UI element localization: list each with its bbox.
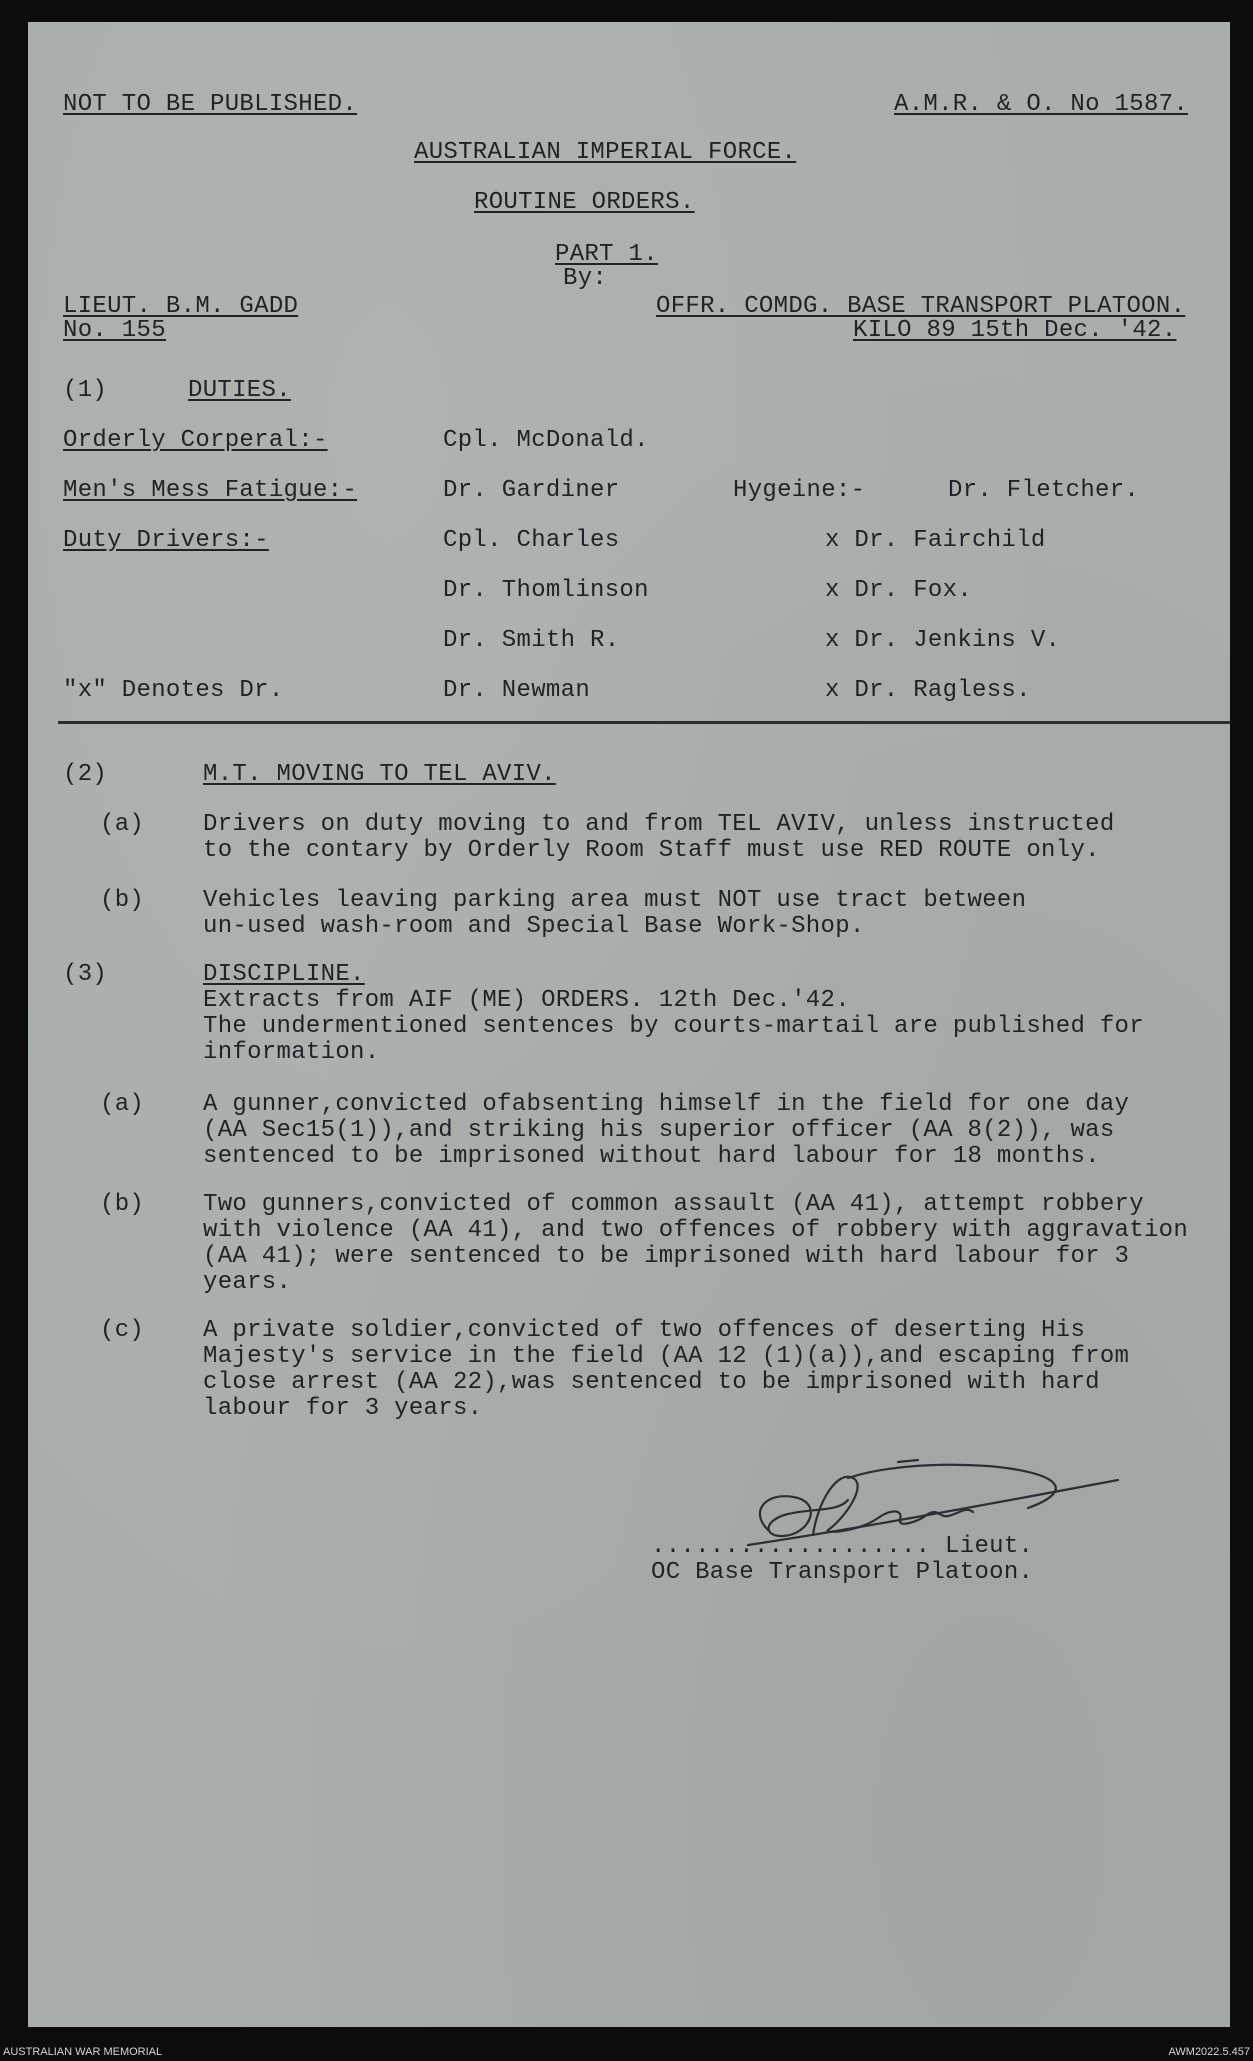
driver-col1-2: Dr. Thomlinson	[443, 577, 649, 604]
item-3a-text	[203, 1092, 1129, 1170]
driver-col2-2: x Dr. Fox.	[825, 577, 973, 604]
drivers-label: Duty Drivers:-	[63, 527, 269, 554]
section-3-number: (3)	[63, 961, 108, 988]
item-2a-label: (a)	[100, 811, 145, 838]
orderly-label: Orderly Corperal:-	[63, 427, 328, 454]
driver-col2-3: x Dr. Jenkins V.	[825, 627, 1061, 654]
item-3b-label: (b)	[100, 1191, 145, 1218]
driver-col2-1: x Dr. Fairchild	[825, 527, 1046, 554]
item-2b-line-2: un-used wash-room and Special Base Work-Shop.	[203, 913, 865, 940]
item-3c-line-1: A private soldier,convicted of two offences of deserting His	[203, 1317, 1086, 1344]
section-2-number: (2)	[63, 761, 108, 788]
item-3a-line-2: (AA Sec15(1)),and striking his superior officer (AA 8(2)), was	[203, 1117, 1115, 1144]
item-3b-line-2: with violence (AA 41), and two offences of robbery with aggravation	[203, 1217, 1189, 1244]
signature-line: ................... Lieut.	[651, 1533, 1034, 1560]
item-3b-line-3: (AA 41); were sentenced to be imprisoned with hard labour for 3	[203, 1243, 1130, 1270]
item-3b-line-1: Two gunners,convicted of common assault (AA 41), attempt robbery	[203, 1191, 1144, 1218]
discipline-intro-line-3: information.	[203, 1039, 380, 1066]
item-2a-text	[203, 812, 1115, 864]
item-3a-label: (a)	[100, 1091, 145, 1118]
officer-appointment: OFFR. COMDG. BASE TRANSPORT PLATOON.	[656, 293, 1186, 320]
section-3-heading: DISCIPLINE.	[203, 961, 365, 988]
officer-name: LIEUT. B.M. GADD	[63, 293, 299, 320]
mess-value: Dr. Gardiner	[443, 477, 620, 504]
place-date: KILO 89 15th Dec. '42.	[853, 317, 1177, 344]
item-2b-label: (b)	[100, 887, 145, 914]
document-page	[28, 22, 1230, 2027]
restriction-notice: NOT TO BE PUBLISHED.	[63, 91, 358, 118]
orderly-value: Cpl. McDonald.	[443, 427, 649, 454]
item-3c-label: (c)	[100, 1317, 145, 1344]
mess-label: Men's Mess Fatigue:-	[63, 477, 358, 504]
driver-col1-4: Dr. Newman	[443, 677, 591, 704]
section-2-heading: M.T. MOVING TO TEL AVIV.	[203, 761, 556, 788]
driver-col2-4: x Dr. Ragless.	[825, 677, 1031, 704]
footer-source: AUSTRALIAN WAR MEMORIAL	[3, 2046, 163, 2058]
item-3c-line-3: close arrest (AA 22),was sentenced to be imprisoned with hard	[203, 1369, 1100, 1396]
section-divider	[58, 721, 1230, 724]
force-title: AUSTRALIAN IMPERIAL FORCE.	[414, 139, 797, 166]
section-1-heading: DUTIES.	[188, 377, 291, 404]
hygiene-value: Dr. Fletcher.	[948, 477, 1140, 504]
discipline-intro-line-2: The undermentioned sentences by courts-martail are published for	[203, 1013, 1144, 1040]
item-2b-line-1: Vehicles leaving parking area must NOT use tract between	[203, 887, 1027, 914]
item-3b-text	[203, 1192, 1188, 1296]
by-label: By:	[563, 265, 608, 292]
document-title: ROUTINE ORDERS.	[474, 189, 695, 216]
footer-accession: AWM2022.5.457	[1168, 2046, 1250, 2058]
hygiene-label: Hygeine:-	[733, 477, 866, 504]
item-3a-line-1: A gunner,convicted ofabsenting himself in the field for one day	[203, 1091, 1130, 1118]
denotes-note: "x" Denotes Dr.	[63, 677, 284, 704]
item-3c-line-2: Majesty's service in the field (AA 12 (1)(a)),and escaping from	[203, 1343, 1130, 1370]
item-2a-line-2: to the contary by Orderly Room Staff must use RED ROUTE only.	[203, 837, 1100, 864]
signature-title: OC Base Transport Platoon.	[651, 1559, 1034, 1586]
driver-col1-1: Cpl. Charles	[443, 527, 620, 554]
serial-number: No. 155	[63, 317, 166, 344]
item-3c-line-4: labour for 3 years.	[203, 1395, 483, 1422]
driver-col1-3: Dr. Smith R.	[443, 627, 620, 654]
item-2a-line-1: Drivers on duty moving to and from TEL AVIV, unless instructed	[203, 811, 1115, 838]
order-number: A.M.R. & O. No 1587.	[894, 91, 1189, 118]
part-label: PART 1.	[555, 241, 658, 268]
item-3c-text	[203, 1318, 1129, 1422]
discipline-intro-line-1: Extracts from AIF (ME) ORDERS. 12th Dec.'42.	[203, 987, 850, 1014]
item-2b-text	[203, 888, 1026, 940]
section-1-number: (1)	[63, 377, 108, 404]
discipline-intro	[203, 988, 1144, 1066]
item-3a-line-3: sentenced to be imprisoned without hard labour for 18 months.	[203, 1143, 1100, 1170]
item-3b-line-4: years.	[203, 1269, 292, 1296]
